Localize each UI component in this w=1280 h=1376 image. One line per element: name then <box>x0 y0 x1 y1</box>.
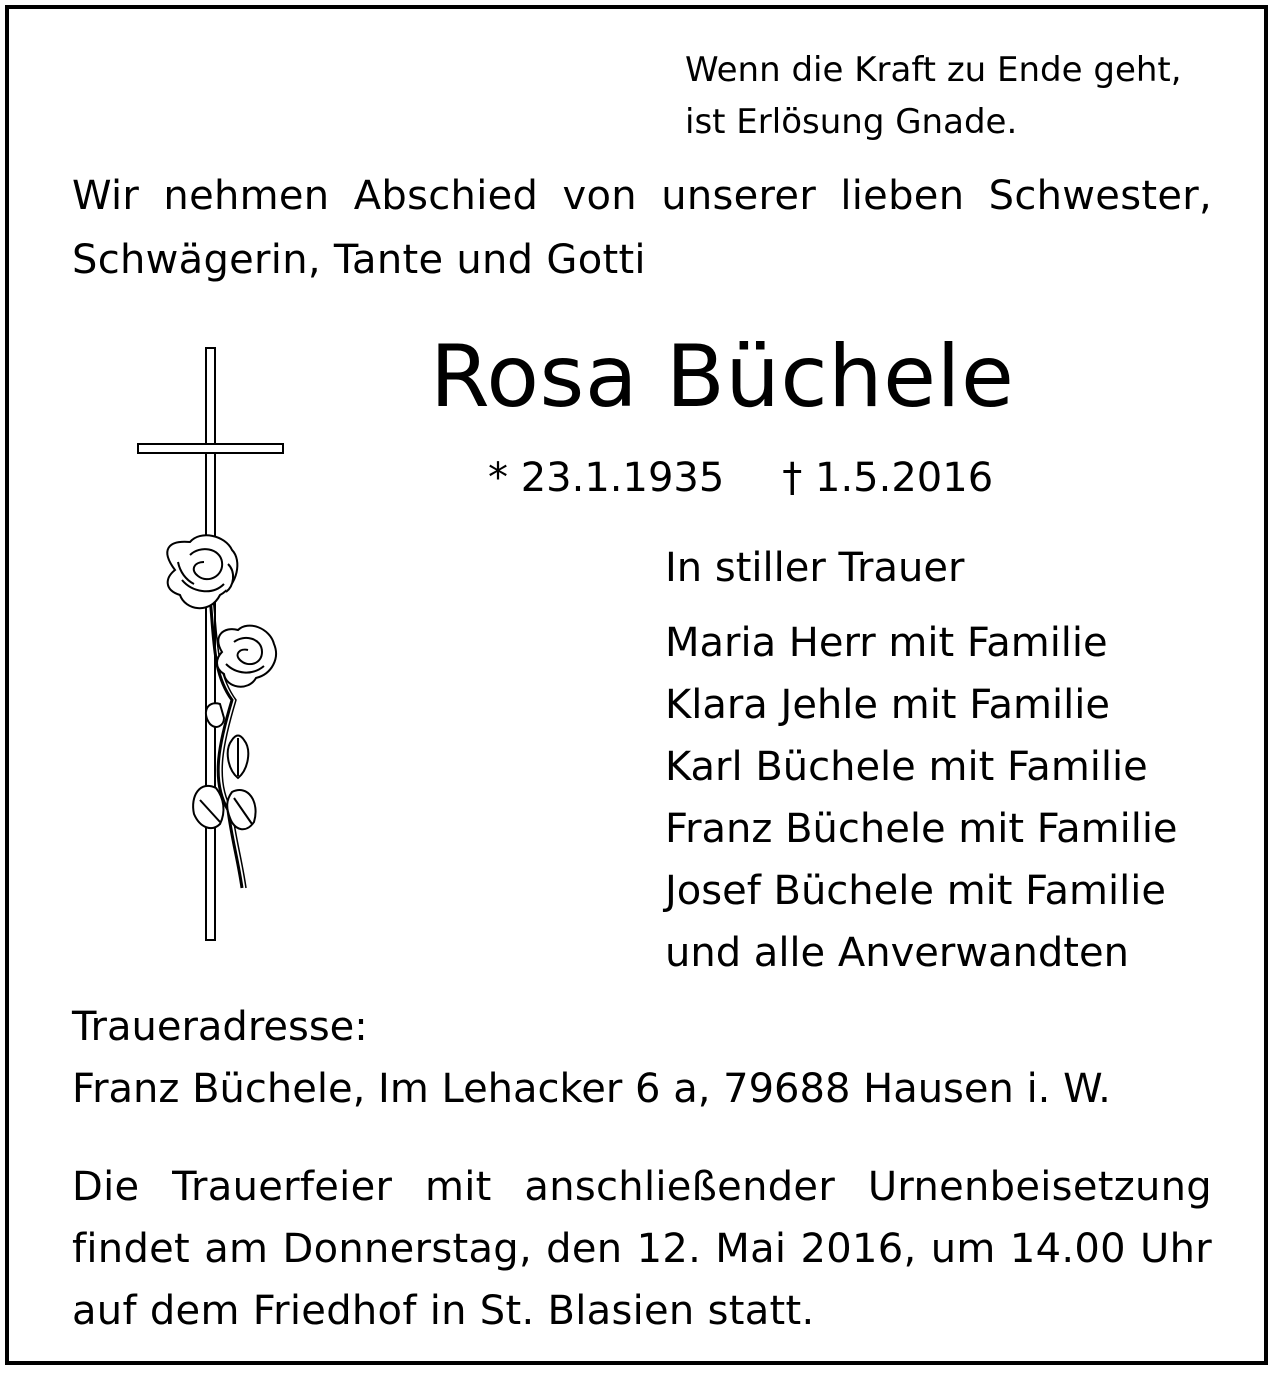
address-line: Franz Büchele, Im Lehacker 6 a, 79688 Hausen i. W. <box>72 1066 1111 1112</box>
mourner-line: Maria Herr mit Familie <box>665 620 1108 666</box>
death-date: † 1.5.2016 <box>782 455 994 501</box>
cross-with-roses-icon <box>120 340 290 950</box>
address-label: Traueradresse: <box>72 1004 368 1050</box>
mourners-heading: In stiller Trauer <box>665 545 965 591</box>
intro-text: Wir nehmen Abschied von unserer lieben Schwester, Schwägerin, Tante und Gotti <box>72 173 1212 283</box>
mourner-line: Karl Büchele mit Familie <box>665 744 1148 790</box>
life-dates <box>488 450 993 506</box>
mourner-line: Franz Büchele mit Familie <box>665 806 1178 852</box>
mourner-line: Klara Jehle mit Familie <box>665 682 1110 728</box>
mourners-list <box>665 612 1178 984</box>
motto-line-2: ist Erlösung Gnade. <box>685 102 1018 142</box>
funeral-service-notice: Die Trauerfeier mit anschließender Urnenbeisetzung findet am Donnerstag, den 12. Mai 2016, um 14.00 Uhr auf dem Friedhof in St. Blasien statt. <box>72 1164 1212 1334</box>
birth-date: * 23.1.1935 <box>488 455 725 501</box>
motto-line-1: Wenn die Kraft zu Ende geht, <box>685 50 1182 90</box>
mourner-line: Josef Büchele mit Familie <box>665 868 1166 914</box>
motto <box>685 44 1182 148</box>
mourning-address <box>72 996 1111 1120</box>
mourner-line: und alle Anverwandten <box>665 930 1129 976</box>
deceased-name: Rosa Büchele <box>430 327 1015 427</box>
